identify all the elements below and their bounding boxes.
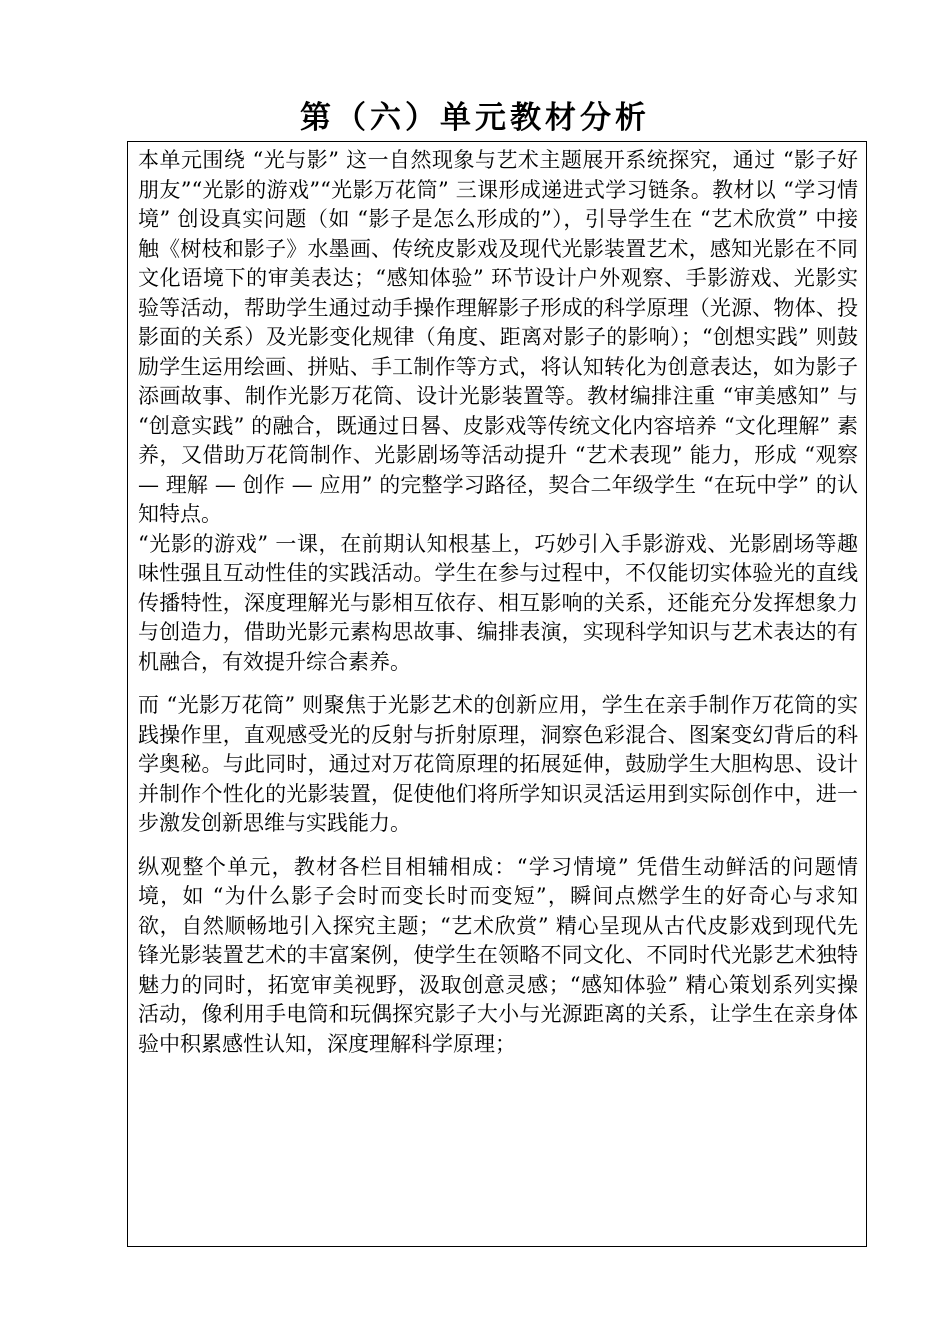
paragraph-unit-overview: 本单元围绕 “光与影” 这一自然现象与艺术主题展开系统探究，通过 “影子好朋友”“光影的游戏”“光影万花筒” 三课形成递进式学习链条。教材以 “学习情境” 创设真实问题（如 “影子是怎么形成的”），引导学生在 “艺术欣赏” 中接触《树枝和影子》水墨画、传统皮影戏及现代光影装置艺术，感知光影在不同文化语境下的审美表达；“感知体验” 环节设计户外观察、手影游戏、光影实验等活动，帮助学生通过动手操作理解影子形成的科学原理（光源、物体、投影面的关系）及光影变化规律（角度、距离对影子的影响）；“创想实践” 则鼓励学生运用绘画、拼贴、手工制作等方式，将认知转化为创意表达，如为影子添画故事、制作光影万花筒、设计光影装置等。教材编排注重 “审美感知” 与 “创意实践” 的融合，既通过日晷、皮影戏等传统文化内容培养 “文化理解” 素养，又借助万花筒制作、光影剧场等活动提升 “艺术表现” 能力，形成 “观察 — 理解 — 创作 — 应用” 的完整学习路径，契合二年级学生 “在玩中学” 的认知特点。	[138, 148, 858, 526]
paragraph-unit-summary: 纵观整个单元，教材各栏目相辅相成：“学习情境” 凭借生动鲜活的问题情境，如 “为什么影子会时而变长时而变短”，瞬间点燃学生的好奇心与求知欲，自然顺畅地引入探究主题；“艺术欣赏” 精心呈现从古代皮影戏到现代先锋光影装置艺术的丰富案例，使学生在领略不同文化、不同时代光影艺术独特魅力的同时，拓宽审美视野，汲取创意灵感；“感知体验” 精心策划系列实操活动，像利用手电筒和玩偶探究影子大小与光源距离的关系，让学生在亲身体验中积累感性认知，深度理解科学原理；	[138, 854, 858, 1056]
page-title: 第（六）单元教材分析	[300, 100, 650, 136]
content-table-cell	[127, 141, 867, 1247]
paragraph-kaleidoscope: 而 “光影万花筒” 则聚焦于光影艺术的创新应用，学生在亲手制作万花筒的实践操作里，直观感受光的反射与折射原理，洞察色彩混合、图案变幻背后的科学奥秘。与此同时，通过对万花筒原理的拓展延伸，鼓励学生大胆构思、设计并制作个性化的光影装置，促使他们将所学知识灵活运用到实际创作中，进一步激发创新思维与实践能力。	[138, 693, 858, 835]
paragraph-light-shadow-game: “光影的游戏” 一课，在前期认知根基上，巧妙引入手影游戏、光影剧场等趣味性强且互动性佳的实践活动。学生在参与过程中，不仅能切实体验光的直线传播特性，深度理解光与影相互依存、相互影响的关系，还能充分发挥想象力与创造力，借助光影元素构思故事、编排表演，实现科学知识与艺术表达的有机融合，有效提升综合素养。	[138, 531, 858, 674]
